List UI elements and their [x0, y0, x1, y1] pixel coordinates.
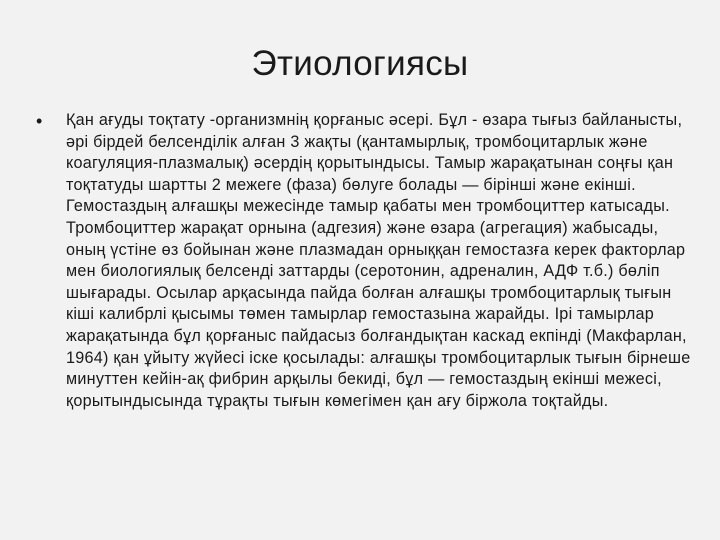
bullet-item: [36, 110, 696, 412]
bullet-text: Қан ағуды тоқтату -организмнің қорғаныс әсері. Бұл - өзара тығыз байланысты, әрі бірдей белсенділік алған 3 жақты (қантамырлық, тромбоцитарлык және коагуляция-плазмалық) әсердің қорытындысы. Тамыр жарақатынан соңғы қан тоқтатуды шартты 2 межеге (фаза) бөлуге болады — бірінші және екінші. Гемостаздың алғашқы межесінде тамыр қабаты мен тромбоциттер катысады. Тромбоциттер жарақат орнына (адгезия) және өзара (агрегация) жабысады, оның үстіне өз бойынан және плазмадан орныққан гемостазға керек факторлар мен биологиялық белсенді заттарды (серотонин, адреналин, АДФ т.б.) бөліп шығарады. Осылар арқасында пайда болған алғашқы тромбоцитарлық тығын кіші калибрлі қысымы төмен тамырлар гемостазына жарайды. Ірі тамырлар жарақатында бұл қорғаныс пайдасыз болғандықтан каскад екпінді (Макфарлан, 1964) қан ұйыту жүйесі іске қосылады: алғашқы тромбоцитарлык тығын бірнеше минуттен кейін-ақ фибрин арқылы бекиді, бұл — гемостаздың екінші межесі, қорытындысында тұрақты тығын көмегімен қан ағу біржола тоқтайды.: [66, 111, 691, 410]
bullet-list: [36, 110, 696, 412]
bullet-dot-icon: •: [36, 111, 43, 131]
slide-title: Этиологиясы: [251, 44, 469, 83]
